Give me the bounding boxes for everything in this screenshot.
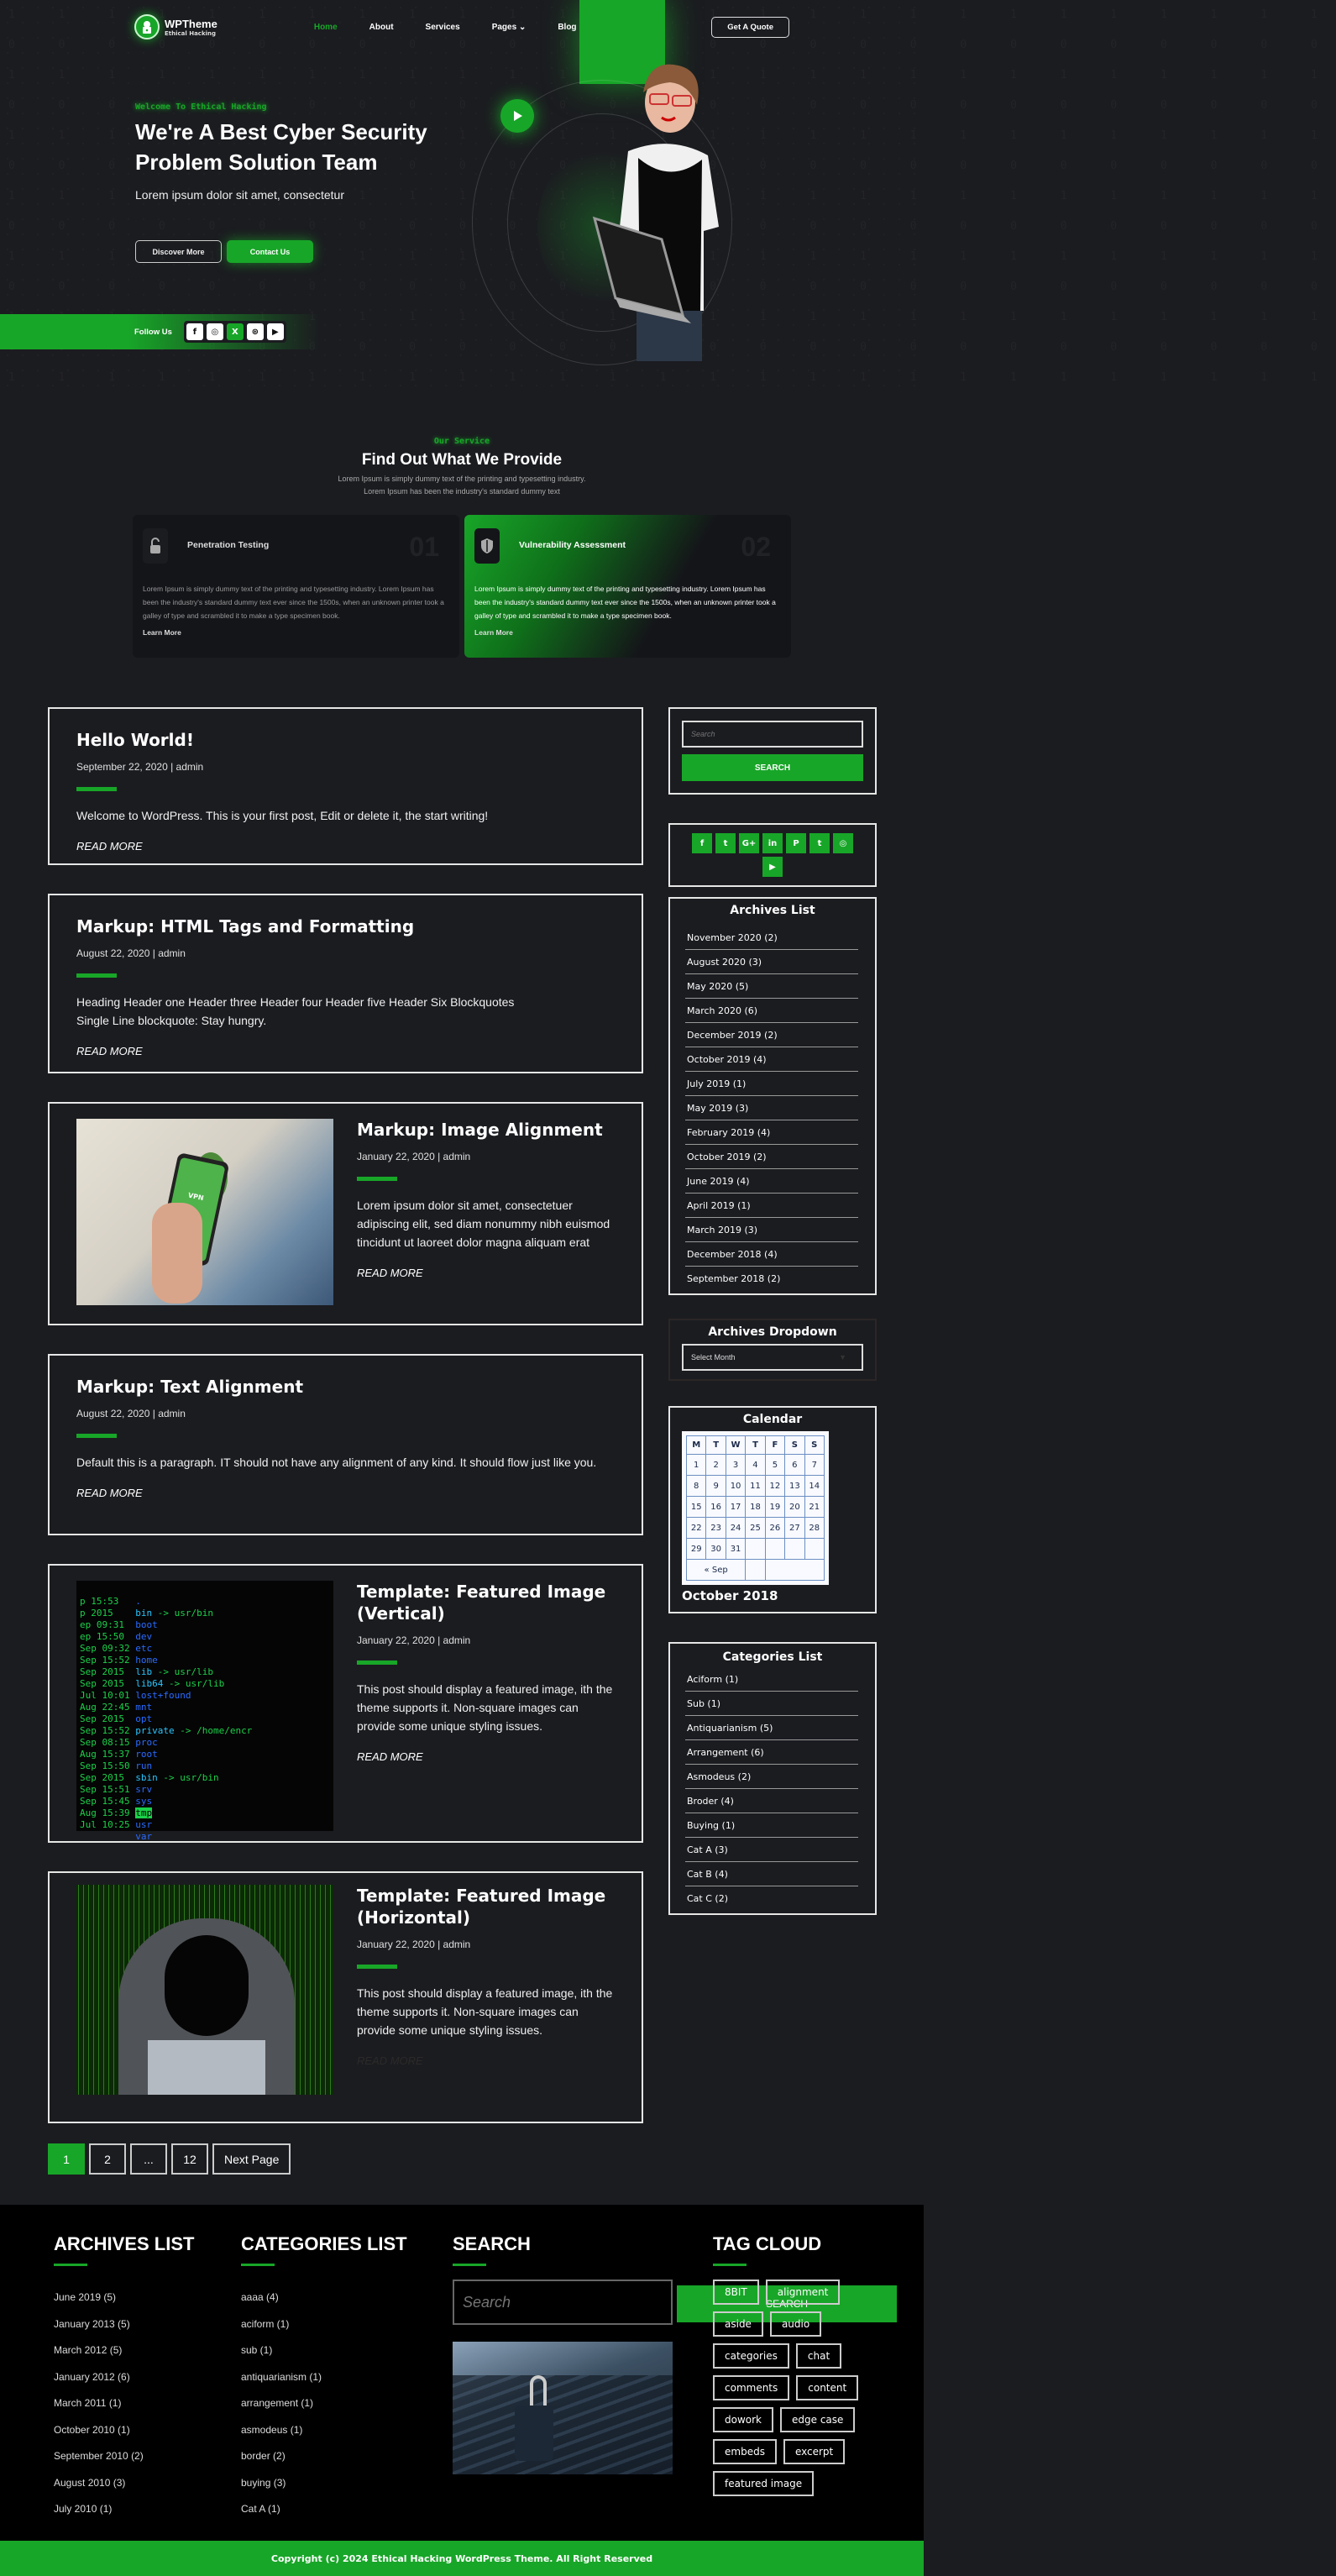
post-card (48, 1102, 643, 1325)
hood-shadow (165, 1935, 249, 2036)
day-header: T (746, 1436, 765, 1455)
follow-us-label: Follow Us (134, 327, 172, 337)
main-menu (314, 23, 577, 32)
footer-search-input[interactable] (453, 2280, 673, 2325)
chevron-down-icon: ⌄ (518, 22, 527, 32)
unlock-icon (143, 528, 168, 564)
archive-item[interactable]: December 2018 (4) (685, 1242, 858, 1267)
day-cell: 18 (746, 1497, 765, 1518)
nav-about[interactable]: About (369, 22, 394, 32)
archive-item[interactable]: July 2019 (1) (685, 1072, 858, 1096)
day-cell (746, 1560, 765, 1581)
category-item[interactable]: Cat B (4) (685, 1862, 858, 1886)
post-excerpt: Default this is a paragraph. IT should not have any alignment of any kind. It should flow just like you. (76, 1456, 597, 1469)
instagram-icon[interactable]: ◎ (833, 833, 853, 853)
day-cell: 14 (804, 1476, 824, 1497)
archive-item[interactable]: June 2019 (4) (685, 1169, 858, 1194)
nav-blog[interactable]: Blog (558, 22, 577, 32)
day-cell: 16 (706, 1497, 726, 1518)
category-item[interactable]: Aciform (1) (685, 1667, 858, 1692)
post-excerpt: Heading Header one Header three Header four Header five Header Six Blockquotes Single Line blockquote: Stay hungry. (76, 995, 515, 1027)
day-cell: 2 (706, 1455, 726, 1476)
calendar-caption: October 2018 (682, 1588, 778, 1603)
tag[interactable]: dowork (713, 2407, 773, 2432)
chevron-down-icon: ▼ (839, 1353, 846, 1361)
discover-more-button[interactable]: Discover More (135, 240, 222, 263)
linkedin-icon[interactable]: in (762, 833, 783, 853)
footer-tag-cloud (713, 2233, 872, 2496)
brand-name: WPTheme (165, 17, 217, 30)
footer-archive-item[interactable]: January 2012 (6) (54, 2370, 130, 2383)
green-divider (76, 973, 117, 978)
tag[interactable]: comments (713, 2375, 789, 2400)
green-underline (713, 2264, 747, 2266)
post-title[interactable]: Markup: HTML Tags and Formatting (76, 916, 415, 936)
archive-item[interactable]: December 2019 (2) (685, 1023, 858, 1047)
post-excerpt: Lorem ipsum dolor sit amet, consectetuer adipiscing elit, sed diam nonummy nibh euismod tincidunt ut laoreet dolor magna aliquam erat (357, 1199, 610, 1249)
sidebar-search-button[interactable]: SEARCH (682, 754, 863, 781)
post-title[interactable]: Template: Featured Image (Horizontal) (357, 1886, 606, 1928)
search-widget (668, 707, 877, 795)
service-eyebrow: Our Service (433, 437, 490, 446)
footer-category-item[interactable]: aaaa (4) (241, 2291, 279, 2303)
category-item[interactable]: Sub (1) (685, 1692, 858, 1716)
post-meta: January 22, 2020 | admin (357, 1939, 471, 1950)
read-more-link[interactable]: READ MORE (76, 840, 143, 853)
pinterest-icon[interactable]: P (786, 833, 806, 853)
day-cell: 10 (726, 1476, 745, 1497)
green-divider (357, 1177, 397, 1181)
category-item[interactable]: Asmodeus (2) (685, 1765, 858, 1789)
footer-archives-title: ARCHIVES LIST (54, 2233, 195, 2254)
day-cell: 29 (687, 1539, 706, 1560)
service-desc-line1: Lorem Ipsum is simply dummy text of the printing and typesetting industry. (338, 475, 586, 483)
day-cell: 4 (746, 1455, 765, 1476)
twitter-icon[interactable]: t (715, 833, 736, 853)
hand (152, 1203, 202, 1304)
day-cell: 21 (804, 1497, 824, 1518)
padlock-shackle (530, 2375, 547, 2405)
get-quote-button[interactable]: Get A Quote (711, 17, 789, 38)
day-cell: 25 (746, 1518, 765, 1539)
hero-title: We're A Best Cyber Security Problem Solution Team (135, 119, 427, 175)
day-cell: 28 (804, 1518, 824, 1539)
card-title: Penetration Testing (187, 540, 270, 550)
nav-pages[interactable] (492, 23, 527, 32)
footer-archive-item[interactable]: March 2011 (1) (54, 2397, 122, 2409)
day-cell: 24 (726, 1518, 745, 1539)
green-underline (241, 2264, 275, 2266)
hacker-image[interactable] (76, 1885, 333, 2095)
tag[interactable]: featured image (713, 2471, 814, 2496)
hero-subtitle: Lorem ipsum dolor sit amet, consectetur (135, 188, 344, 202)
tag[interactable]: alignment (766, 2280, 841, 2305)
footer-archive-item[interactable]: September 2010 (2) (54, 2450, 144, 2462)
day-cell (746, 1539, 765, 1560)
day-cell (765, 1539, 784, 1560)
brand-tagline: Ethical Hacking (165, 29, 217, 37)
post-card (48, 1354, 643, 1535)
nav-services[interactable]: Services (425, 22, 460, 32)
green-divider (76, 787, 117, 791)
service-title: Find Out What We Provide (361, 451, 563, 469)
post-card (48, 894, 643, 1073)
footer-tags-title: TAG CLOUD (713, 2233, 822, 2254)
archive-item[interactable]: October 2019 (4) (685, 1047, 858, 1072)
facebook-icon[interactable]: f (186, 323, 203, 340)
youtube-icon[interactable]: ▶ (267, 323, 284, 340)
post-card (48, 707, 643, 865)
sidebar (668, 707, 877, 1944)
copyright-text: Copyright (c) 2024 Ethical Hacking WordPress Theme. All Right Reserved (270, 2552, 653, 2564)
sidebar-search-input[interactable] (682, 721, 863, 748)
learn-more-link[interactable]: Learn More (143, 628, 181, 637)
day-cell: 3 (726, 1455, 745, 1476)
footer-archive-item[interactable]: July 2010 (1) (54, 2503, 113, 2515)
service-card-vulnerability-assessment[interactable] (464, 515, 791, 658)
day-header: S (804, 1436, 824, 1455)
archives-widget (668, 897, 877, 1295)
day-header: T (706, 1436, 726, 1455)
green-divider (357, 1660, 397, 1665)
day-cell: 20 (785, 1497, 804, 1518)
card-description: Lorem Ipsum is simply dummy text of the printing and typesetting industry. Lorem Ipsum has been the industry's standard dummy text ever since the 1500s, when an unknown printer took a galley of type and scrambled it to make a type specimen book. (143, 585, 444, 620)
page-12[interactable]: 12 (171, 2143, 208, 2175)
copyright-bar (0, 2541, 924, 2576)
hero-person-image (502, 59, 729, 378)
hero-section (0, 0, 924, 395)
post-meta: January 22, 2020 | admin (357, 1634, 471, 1646)
service-section (0, 395, 924, 658)
footer-category-item[interactable]: asmodeus (1) (241, 2423, 303, 2436)
archive-item[interactable]: May 2019 (3) (685, 1096, 858, 1120)
post-title[interactable]: Hello World! (76, 730, 194, 750)
category-item[interactable]: Antiquarianism (5) (685, 1716, 858, 1740)
post-excerpt: This post should display a featured image, ith the theme supports it. Non-square images can provide some unique styling issues. (357, 1986, 613, 2037)
pagination (48, 2143, 291, 2175)
card-number: 02 (741, 532, 771, 562)
day-header: S (785, 1436, 804, 1455)
archive-item[interactable]: October 2019 (2) (685, 1145, 858, 1169)
nav-pages-label: Pages (491, 22, 517, 32)
archive-item[interactable]: November 2020 (2) (685, 926, 858, 950)
tag[interactable]: aside (713, 2311, 763, 2337)
green-underline (453, 2264, 486, 2266)
tag[interactable]: embeds (713, 2439, 777, 2464)
google-plus-icon[interactable]: G+ (739, 833, 759, 853)
footer-category-item[interactable]: arrangement (1) (241, 2397, 314, 2409)
vpn-phone-image[interactable] (76, 1119, 333, 1305)
day-cell: 31 (726, 1539, 745, 1560)
archive-item[interactable]: March 2019 (3) (685, 1218, 858, 1242)
dropdown-title: Archives Dropdown (708, 1325, 837, 1339)
category-item[interactable]: Cat A (3) (685, 1838, 858, 1862)
day-cell (804, 1539, 824, 1560)
terminal-image[interactable]: p 15:53 . p 2015 bin -> usr/bin ep 09:31 boot ep 15:50 dev Sep 09:32 etc Sep 15:52 home Sep 2015 lib -> usr/lib Sep 2015 lib64 -> usr/lib Jul 10:01 lost+found Aug 22:45 mnt Sep 2015 opt Sep 15:52 private -> /home/encr Sep 08:15 proc Aug 15:37 root Sep 15:50 run Sep 2015 sbin -> usr/bin Sep 15:51 srv Sep 15:45 sys Aug 15:39 tmp Jul 10:25 usr var (76, 1581, 333, 1831)
day-header: M (687, 1436, 706, 1455)
tag[interactable]: chat (796, 2343, 841, 2369)
day-cell: 19 (765, 1497, 784, 1518)
footer-archive-item[interactable]: October 2010 (1) (54, 2423, 130, 2436)
read-more-link[interactable]: READ MORE (357, 2054, 423, 2067)
prev-month-link[interactable]: « Sep (687, 1560, 746, 1581)
footer-category-item[interactable]: aciform (1) (241, 2317, 290, 2330)
tag[interactable]: categories (713, 2343, 789, 2369)
x-twitter-icon[interactable]: X (227, 323, 244, 340)
day-cell: 22 (687, 1518, 706, 1539)
month-select-value: Select Month (691, 1353, 736, 1361)
footer-archive-item[interactable]: August 2010 (3) (54, 2476, 126, 2489)
logo[interactable] (134, 14, 217, 39)
learn-more-link[interactable]: Learn More (474, 628, 513, 637)
day-cell: 26 (765, 1518, 784, 1539)
footer-archive-item[interactable]: March 2012 (5) (54, 2344, 123, 2356)
day-cell: 11 (746, 1476, 765, 1497)
post-meta: August 22, 2020 | admin (76, 947, 186, 959)
footer-category-item[interactable]: sub (1) (241, 2344, 273, 2356)
tag[interactable]: content (796, 2375, 858, 2400)
hero-eyebrow: Welcome To Ethical Hacking (135, 102, 267, 112)
post-card (48, 1564, 643, 1843)
archive-item[interactable]: August 2020 (3) (685, 950, 858, 974)
categories-widget (668, 1642, 877, 1915)
footer-search-title: SEARCH (453, 2233, 531, 2254)
top-nav (134, 12, 789, 42)
green-divider (76, 1434, 117, 1438)
day-cell: 17 (726, 1497, 745, 1518)
tag[interactable]: edge case (780, 2407, 855, 2432)
footer-search-button[interactable]: SEARCH (677, 2285, 897, 2322)
footer-archive-item[interactable]: June 2019 (5) (54, 2291, 117, 2303)
post-excerpt: Welcome to WordPress. This is your first post, Edit or delete it, the start writing! (76, 809, 489, 822)
archives-title: Archives List (730, 904, 815, 917)
card-description: Lorem Ipsum is simply dummy text of the printing and typesetting industry. Lorem Ipsum has been the industry's standard dummy text ever since the 1500s, when an unknown printer took a galley of type and scrambled it to make a type specimen book. (474, 585, 776, 620)
day-cell: 5 (765, 1455, 784, 1476)
category-item[interactable]: Arrangement (6) (685, 1740, 858, 1765)
card-number: 01 (409, 532, 439, 562)
page-2[interactable]: 2 (89, 2143, 126, 2175)
follow-us-bar (0, 314, 319, 349)
footer-category-item[interactable]: border (2) (241, 2450, 286, 2462)
day-cell: 15 (687, 1497, 706, 1518)
category-item[interactable]: Cat C (2) (687, 1893, 728, 1904)
day-cell: 7 (804, 1455, 824, 1476)
tag[interactable]: 8BIT (713, 2280, 759, 2305)
day-cell: 6 (785, 1455, 804, 1476)
archive-item[interactable]: September 2018 (2) (687, 1273, 781, 1284)
tumblr-icon[interactable]: t (809, 833, 830, 853)
instagram-icon[interactable]: ◎ (207, 323, 223, 340)
hero-content (135, 102, 454, 263)
day-cell: 27 (785, 1518, 804, 1539)
footer-category-item[interactable]: antiquarianism (1) (241, 2370, 322, 2383)
read-more-link[interactable]: READ MORE (357, 1267, 423, 1279)
footer (0, 2205, 924, 2541)
post-meta: August 22, 2020 | admin (76, 1408, 186, 1419)
post-excerpt: This post should display a featured image, ith the theme supports it. Non-square images can provide some unique styling issues. (357, 1682, 613, 1733)
social-widget (668, 823, 877, 887)
read-more-link[interactable]: READ MORE (76, 1045, 143, 1057)
footer-archives (54, 2233, 194, 2523)
footer-archive-item[interactable]: January 2013 (5) (54, 2317, 130, 2330)
footer-category-item[interactable]: Cat A (1) (241, 2503, 280, 2515)
nav-home[interactable]: Home (313, 22, 338, 32)
padlock-body (515, 2405, 553, 2461)
next-page-button[interactable]: Next Page (212, 2143, 291, 2175)
post-title[interactable]: Template: Featured Image (Vertical) (357, 1582, 606, 1624)
month-select[interactable] (682, 1344, 863, 1371)
tag[interactable]: excerpt (783, 2439, 845, 2464)
categories-title: Categories List (722, 1650, 823, 1664)
hacker-logo-icon (134, 14, 160, 39)
post-title[interactable]: Markup: Text Alignment (76, 1377, 303, 1397)
day-cell (765, 1560, 824, 1581)
service-desc-line2: Lorem Ipsum has been the industry's standard dummy text (364, 487, 560, 496)
post-card (48, 1871, 643, 2123)
page-ellipsis: ... (130, 2143, 167, 2175)
day-cell: 30 (706, 1539, 726, 1560)
calendar-title: Calendar (742, 1413, 803, 1426)
read-more-link[interactable]: READ MORE (76, 1487, 143, 1499)
green-underline (54, 2264, 87, 2266)
day-cell: 23 (706, 1518, 726, 1539)
calendar-table (682, 1431, 829, 1585)
archive-item[interactable]: April 2019 (1) (685, 1194, 858, 1218)
shield-icon (474, 528, 500, 564)
footer-category-item[interactable]: buying (3) (241, 2476, 286, 2489)
day-cell: 12 (765, 1476, 784, 1497)
footer-categories-title: CATEGORIES LIST (241, 2233, 407, 2254)
day-cell (785, 1539, 804, 1560)
post-meta: September 22, 2020 | admin (76, 761, 204, 773)
laptop (148, 2040, 265, 2095)
day-cell: 1 (687, 1455, 706, 1476)
day-header: F (765, 1436, 784, 1455)
service-card-penetration-testing[interactable] (133, 515, 459, 658)
category-item[interactable]: Buying (1) (685, 1813, 858, 1838)
dribbble-icon[interactable]: ⊛ (247, 323, 264, 340)
card-title: Vulnerability Assessment (519, 540, 626, 550)
calendar-widget (668, 1406, 877, 1613)
phone: VPN (157, 1152, 230, 1267)
footer-categories (241, 2233, 407, 2523)
post-title[interactable]: Markup: Image Alignment (357, 1120, 603, 1140)
archive-item[interactable]: May 2020 (5) (685, 974, 858, 999)
day-cell: 8 (687, 1476, 706, 1497)
green-divider (357, 1965, 397, 1969)
page-1[interactable]: 1 (48, 2143, 85, 2175)
archives-dropdown-widget (668, 1319, 877, 1381)
tag[interactable]: audio (770, 2311, 821, 2337)
contact-us-button[interactable]: Contact Us (227, 240, 313, 263)
youtube-icon[interactable]: ▶ (762, 857, 783, 877)
facebook-icon[interactable]: f (692, 833, 712, 853)
day-header: W (726, 1436, 745, 1455)
archive-item[interactable]: March 2020 (6) (685, 999, 858, 1023)
category-item[interactable]: Broder (4) (685, 1789, 858, 1813)
padlock-laptop-image (453, 2342, 673, 2474)
post-meta: January 22, 2020 | admin (357, 1151, 471, 1162)
blog-post-list (48, 707, 643, 2152)
day-cell: 9 (706, 1476, 726, 1497)
day-cell: 13 (785, 1476, 804, 1497)
read-more-link[interactable]: READ MORE (357, 1750, 423, 1763)
archive-item[interactable]: February 2019 (4) (685, 1120, 858, 1145)
